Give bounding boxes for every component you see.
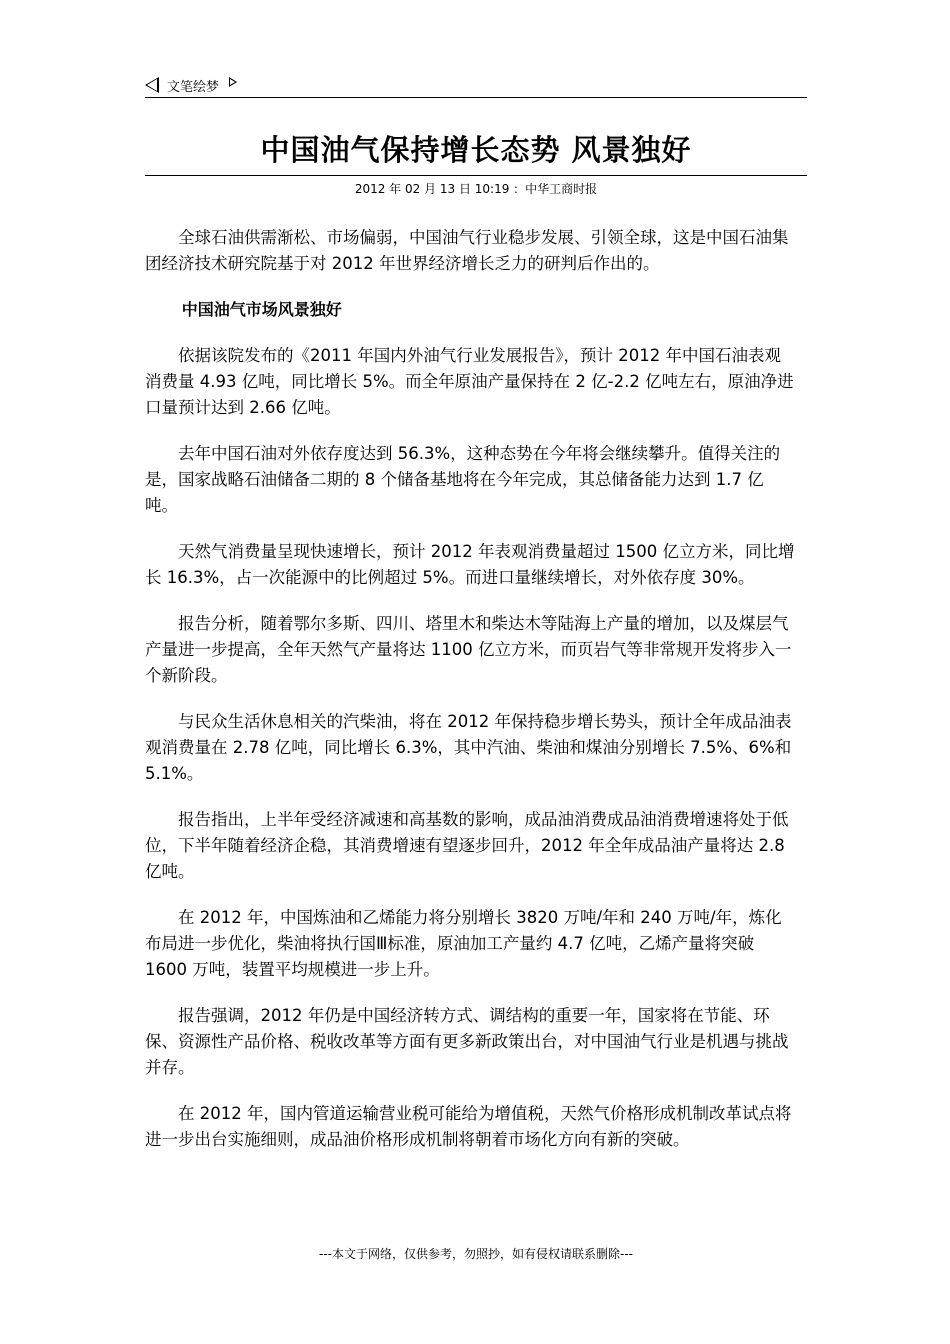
paragraph: 报告强调，2012 年仍是中国经济转方式、调结构的重要一年，国家将在节能、环保、资源性产品价格、税收改革等方面有更多新政策出台，对中国油气行业是机遇与挑战并存。 — [145, 1006, 789, 1077]
title-divider — [145, 175, 807, 176]
article-meta: 2012 年 02 月 13 日 10:19 ：中华工商时报 — [354, 182, 598, 196]
article-title: 中国油气保持增长态势 风景独好 — [260, 133, 692, 167]
paragraph: 在 2012 年，中国炼油和乙烯能力将分别增长 3820 万吨/年和 240 万吨/年，炼化布局进一步优化，柴油将执行国Ⅲ标准，原油加工产量约 4.7 亿吨，乙烯产量将突破 1600 万吨，装置平均规模进一步上升。 — [145, 908, 782, 979]
triangle-right-icon — [229, 77, 237, 87]
paragraph: 报告分析，随着鄂尔多斯、四川、塔里木和柴达木等陆海上产量的增加，以及煤层气产量进一步提高，全年天然气产量将达 1100 亿立方米，而页岩气等非常规开发将步入一个新阶段。 — [145, 614, 792, 685]
header-label: 文笔绘梦 — [167, 79, 220, 95]
paragraph: 依据该院发布的《2011 年国内外油气行业发展报告》，预计 2012 年中国石油表观消费量 4.93 亿吨，同比增长 5%。而全年原油产量保持在 2 亿-2.2 亿吨左右，原油净进口量预计达到 2.66 亿吨。 — [145, 346, 794, 417]
page-header — [145, 74, 807, 96]
paragraph: 在 2012 年，国内管道运输营业税可能给为增值税，天然气价格形成机制改革试点将进一步出台实施细则，成品油价格形成机制将朝着市场化方向有新的突破。 — [145, 1104, 792, 1149]
paragraph: 天然气消费量呈现快速增长，预计 2012 年表观消费量超过 1500 亿立方米，同比增长 16.3%，占一次能源中的比例超过 5%。而进口量继续增长，对外依存度 30%。 — [145, 542, 795, 587]
page-footer: ---本文于网络，仅供参考，勿照抄，如有侵权请联系删除--- — [319, 1247, 633, 1261]
paragraph: 全球石油供需渐松、市场偏弱，中国油气行业稳步发展、引领全球，这是中国石油集团经济技术研究院基于对 2012 年世界经济增长乏力的研判后作出的。 — [145, 228, 789, 273]
section-heading: 中国油气市场风景独好 — [181, 300, 342, 319]
paragraph: 与民众生活休息相关的汽柴油，将在 2012 年保持稳步增长势头，预计全年成品油表观消费量在 2.78 亿吨，同比增长 6.3%，其中汽油、柴油和煤油分别增长 7.5%、6%和 5.1%。 — [145, 712, 792, 783]
paragraph: 报告指出，上半年受经济减速和高基数的影响，成品油消费成品油消费增速将处于低位，下半年随着经济企稳，其消费增速有望逐步回升，2012 年全年成品油产量将达 2.8 亿吨。 — [145, 810, 789, 881]
paragraph: 去年中国石油对外依存度达到 56.3%，这种态势在今年将会继续攀升。值得关注的是，国家战略石油储备二期的 8 个储备基地将在今年完成，其总储备能力达到 1.7 亿吨。 — [145, 444, 781, 515]
header-divider — [145, 97, 807, 98]
triangle-left-icon — [145, 77, 159, 93]
article-body — [145, 225, 795, 1173]
